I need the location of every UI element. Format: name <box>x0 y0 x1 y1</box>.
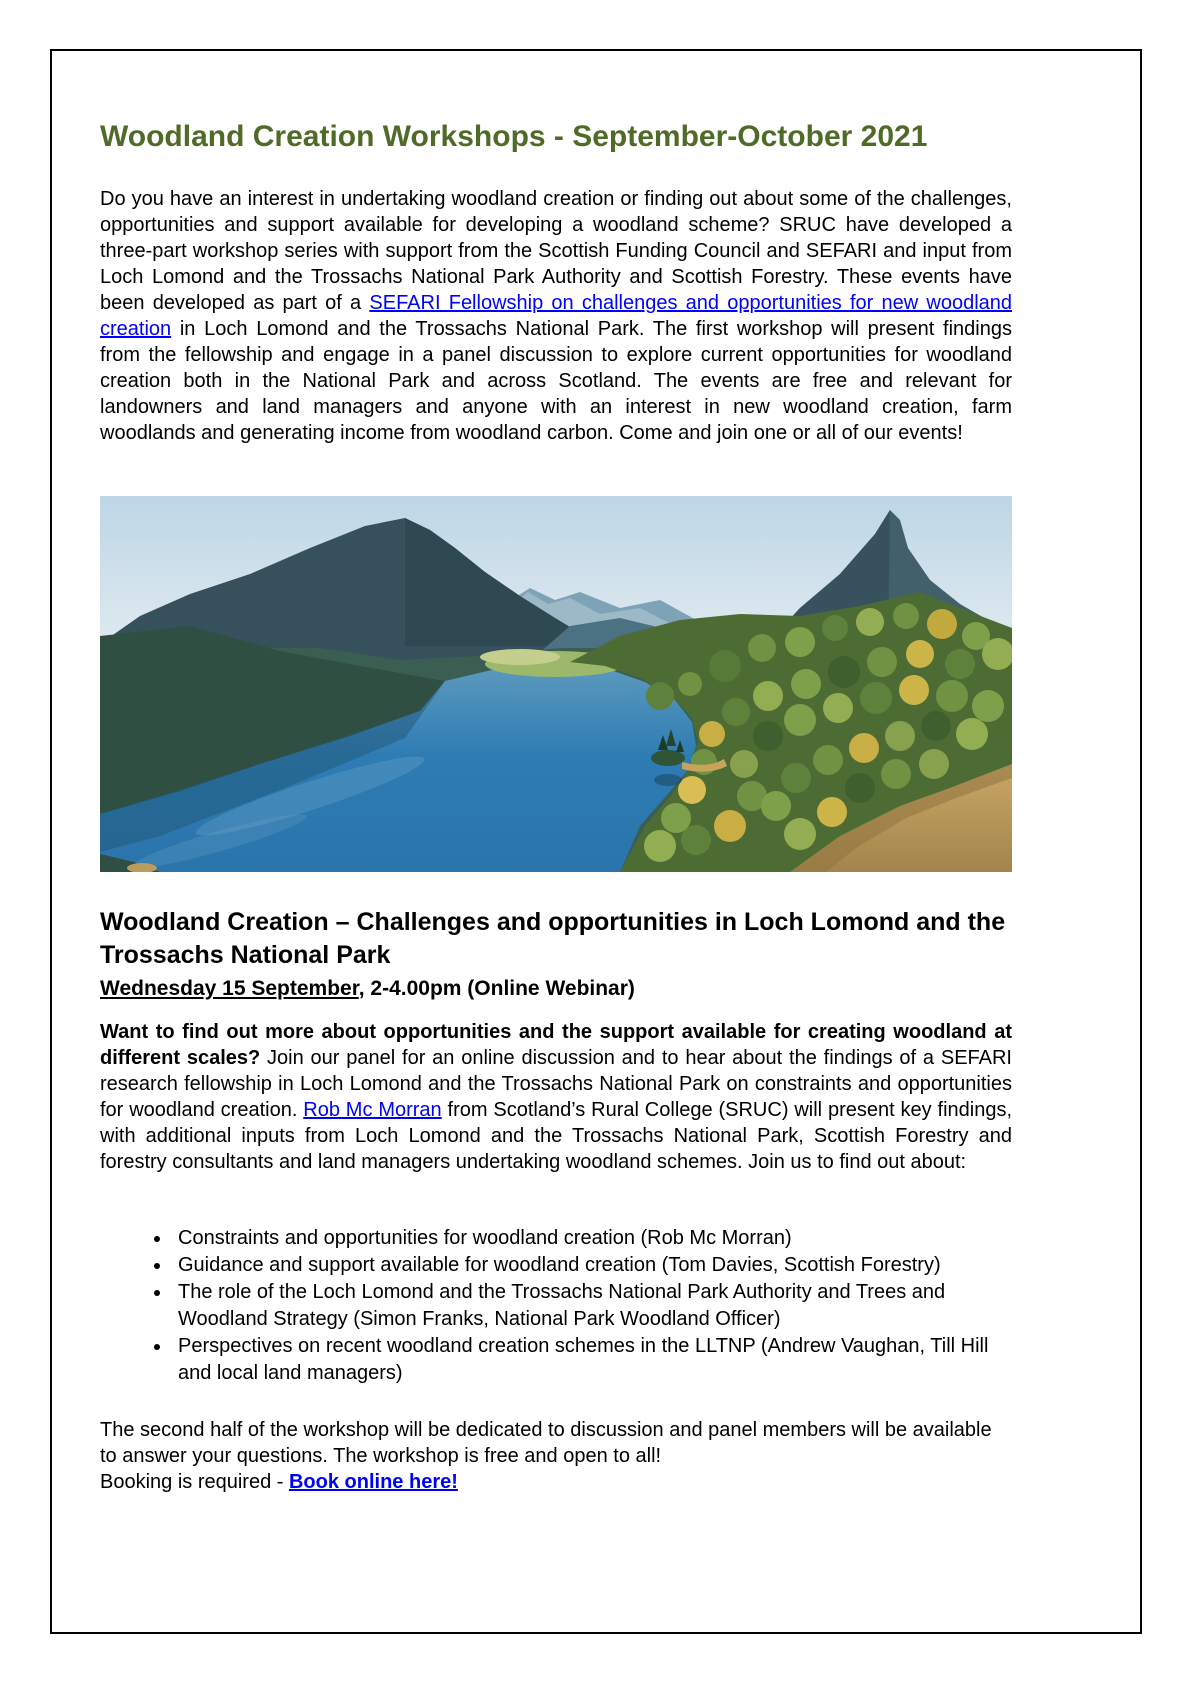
loch-landscape-illustration <box>100 496 1012 872</box>
rob-mc-morran-link[interactable]: Rob Mc Morran <box>303 1099 442 1121</box>
book-online-link[interactable]: Book online here! <box>288 1471 458 1493</box>
workshop-description-lead: Want to find out more about opportunities and the support available for creating woodland at different scales? <box>100 1021 1012 1069</box>
closing-text: The second half of the workshop will be dedicated to discussion and panel members will be available to answer your questions. The workshop is free and open to all! <box>100 1419 992 1467</box>
intro-text-1: Do you have an interest in undertaking woodland creation or finding out about some of the challenges, opportunities and support available for developing a woodland scheme? SRUC have developed a three-part workshop series with support from the Scottish Funding Council and SEFARI and input from Loch Lomond and the Trossachs National Park Authority and Scottish Forestry. These events have been developed as part of a <box>100 188 1012 314</box>
intro-paragraph <box>100 186 1012 446</box>
page-title: Woodland Creation Workshops - September-October 2021 <box>100 120 928 153</box>
list-item: • Constraints and opportunities for woodland creation (Rob Mc Morran) <box>172 1225 1012 1252</box>
workshop-date: Wednesday 15 September <box>100 977 359 1000</box>
workshop-heading: Woodland Creation – Challenges and opportunities in Loch Lomond and the Trossachs National Park <box>100 908 1006 969</box>
list-item: • Guidance and support available for woodland creation (Tom Davies, Scottish Forestry) <box>172 1252 1012 1279</box>
sefari-fellowship-link[interactable]: SEFARI Fellowship on challenges and opportunities for new woodland creation <box>100 292 1013 340</box>
list-item: • Perspectives on recent woodland creation schemes in the LLTNP (Andrew Vaughan, Till Hill and local land managers) <box>172 1333 1012 1387</box>
workshop-description-2: from Scotland’s Rural College (SRUC) will present key findings, with additional inputs from Loch Lomond and the Trossachs National Park, Scottish Forestry and forestry consultants and land managers undertaking woodland schemes. Join us to find out about: <box>100 1099 1013 1173</box>
intro-text-2: in Loch Lomond and the Trossachs National Park. The first workshop will present findings from the fellowship and engage in a panel discussion to explore current opportunities for woodland creation both in the National Park and across Scotland. The events are free and relevant for landowners and land managers and anyone with an interest in new woodland creation, farm woodlands and generating income from woodland carbon. Come and join one or all of our events! <box>100 318 1012 444</box>
closing-paragraph <box>100 1417 1012 1495</box>
workshop-description <box>100 1019 1012 1175</box>
page-content <box>100 110 1012 1495</box>
workshop-topics-list <box>100 1225 1012 1387</box>
workshop-time: , 2-4.00pm (Online Webinar) <box>358 977 635 1000</box>
loch-landscape-photo <box>100 496 1012 872</box>
workshop-description-1: Join our panel for an online discussion and to hear about the findings of a SEFARI research fellowship in Loch Lomond and the Trossachs National Park on constraints and opportunities for woodland creation. <box>100 1047 1012 1121</box>
workshop-datetime <box>100 975 1012 1002</box>
booking-text: Booking is required - <box>100 1471 289 1493</box>
list-item: • The role of the Loch Lomond and the Trossachs National Park Authority and Trees and Woodland Strategy (Simon Franks, National Park Woodland Officer) <box>172 1279 1012 1333</box>
